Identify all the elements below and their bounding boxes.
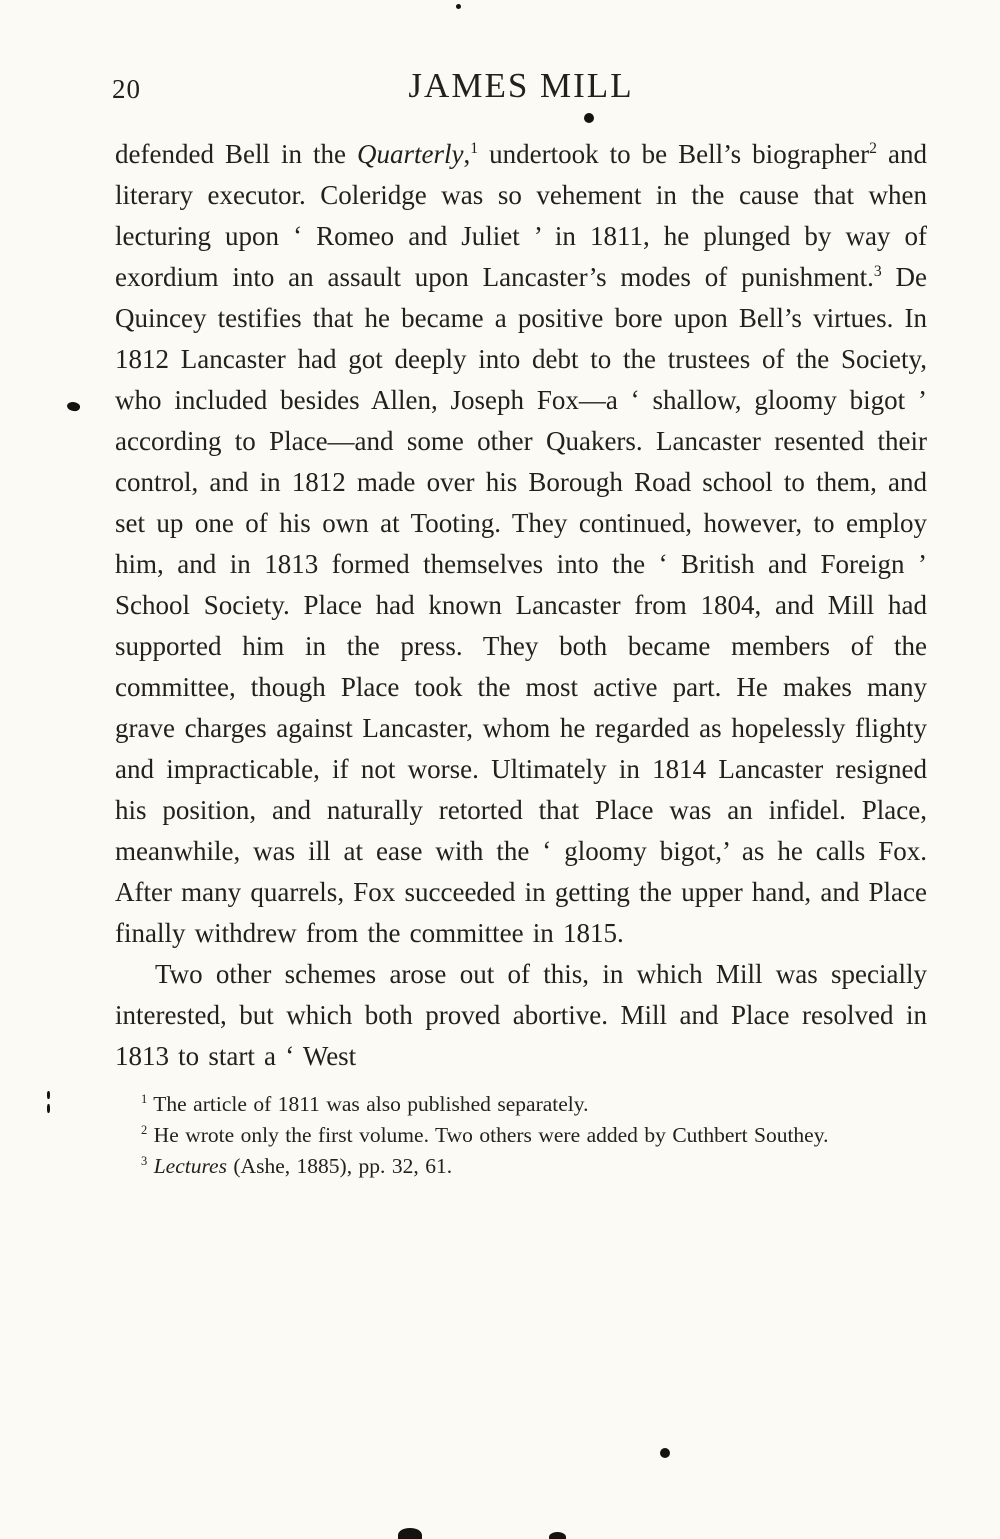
body-paragraph: defended Bell in the Quarterly,$^1$ undertook to be Bell’s biographer$^2$ and literary executor. Coleridge was so vehement in the cause that when lecturing upon ‘ Romeo and Juliet ’ in 1811, he plunged by way of exordium into an assault upon Lancaster’s modes of punishment.$^3$ De Quincey testifies that he became a positive bore upon Bell’s virtues. In 1812 Lancaster had got deeply into debt to the trustees of the Society, who included besides Allen, Joseph Fox—a ‘ shallow, gloomy bigot ’ according to Place—and some other Quakers. Lancaster resented their control, and in 1812 made over his Borough Road school to them, and set up one of his own at Tooting. They continued, however, to employ him, and in 1813 formed themselves into the ‘ British and Foreign ’ School Society. Place had known Lancaster from 1804, and Mill had supported him in the press. They both became members of the committee, though Place took the most active part. He makes many grave charges against Lancaster, whom he regarded as hopelessly flighty and impracticable, if not worse. Ultimately in 1814 Lancaster resigned his position, and naturally retorted that Place was an infidel. Place, meanwhile, was ill at ease with the ‘ gloomy bigot,’ as he calls Fox. After many quarrels, Fox succeeded in getting the upper hand, and Place finally withdrew from the committee in 1815.	[115, 139, 927, 948]
running-title: JAMES MILL	[408, 66, 634, 105]
ink-speck	[549, 1532, 566, 1539]
footnote: $^3$ Lectures (Ashe, 1885), pp. 32, 61.	[141, 1153, 453, 1178]
footnote: $^2$ He wrote only the first volume. Two others were added by Cuthbert Southey.	[141, 1122, 829, 1147]
ink-speck	[47, 1104, 50, 1113]
ink-speck	[584, 113, 594, 123]
ink-speck	[456, 4, 461, 9]
ink-speck	[660, 1448, 670, 1458]
footnotes	[115, 1089, 927, 1182]
ink-speck	[47, 1091, 50, 1099]
ink-speck	[398, 1528, 422, 1539]
footnote: $^1$ The article of 1811 was also published separately.	[141, 1091, 589, 1116]
text-block	[115, 134, 927, 1182]
ink-speck	[66, 400, 81, 413]
page-number: 20	[112, 74, 141, 104]
body-paragraph: Two other schemes arose out of this, in which Mill was specially interested, but which both proved abortive. Mill and Place resolved in 1813 to start a ‘ West	[115, 959, 927, 1071]
